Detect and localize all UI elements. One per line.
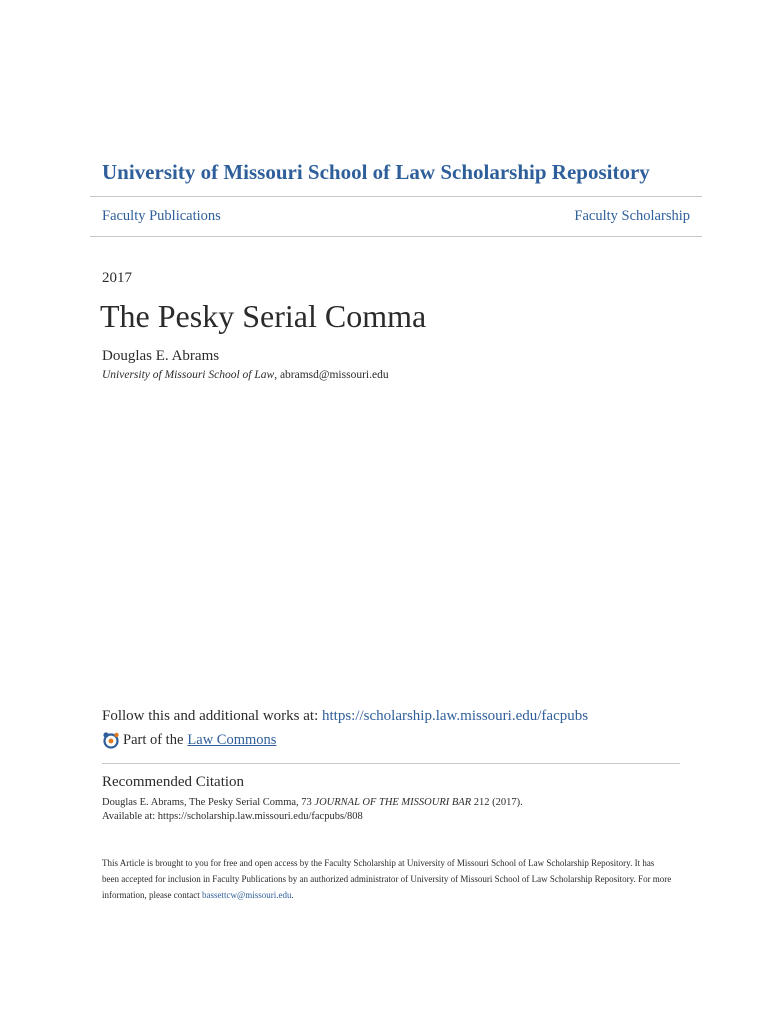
recommended-citation-heading: Recommended Citation bbox=[102, 774, 245, 790]
faculty-scholarship-link[interactable]: Faculty Scholarship bbox=[574, 208, 690, 224]
facpubs-url-link[interactable]: https://scholarship.law.missouri.edu/facpubs bbox=[321, 708, 589, 724]
affiliation-separator: , bbox=[274, 369, 280, 381]
law-commons-link[interactable]: Law Commons bbox=[187, 731, 277, 748]
follow-line bbox=[102, 708, 588, 725]
citation-block bbox=[102, 796, 523, 824]
part-of-label: Part of the bbox=[123, 731, 184, 748]
citation-suffix: 212 (2017). bbox=[471, 797, 523, 808]
citation-line-1 bbox=[102, 796, 523, 810]
access-notice bbox=[102, 855, 672, 903]
repository-title: University of Missouri School of Law Scholarship Repository bbox=[102, 160, 650, 184]
contact-email-link[interactable]: bassettcw@missouri.edu bbox=[201, 890, 292, 900]
part-of-line bbox=[102, 731, 276, 749]
affiliation-institution: University of Missouri School of Law bbox=[102, 369, 275, 381]
citation-journal: JOURNAL OF THE MISSOURI BAR bbox=[314, 797, 472, 808]
header-top-rule bbox=[90, 196, 702, 197]
follow-label: Follow this and additional works at: bbox=[102, 708, 322, 724]
author-email[interactable]: abramsd@missouri.edu bbox=[279, 369, 389, 381]
citation-prefix: Douglas E. Abrams, The Pesky Serial Comma, 73 bbox=[102, 797, 315, 808]
citation-rule bbox=[102, 763, 680, 764]
faculty-publications-link[interactable]: Faculty Publications bbox=[102, 208, 221, 224]
author-affiliation bbox=[102, 369, 389, 381]
notice-text: This Article is brought to you for free and open access by the Faculty Scholarship at University of Missouri School of Law Scholarship Repository. It has been accepted for inclusion in Faculty Publications by an authorized administrator of University of Missouri School of Law Scholarship Repository. For more information, please contact bbox=[102, 858, 672, 900]
article-title: The Pesky Serial Comma bbox=[100, 298, 427, 334]
author-name: Douglas E. Abrams bbox=[102, 348, 220, 364]
network-icon bbox=[102, 731, 120, 749]
publication-year: 2017 bbox=[102, 270, 132, 286]
notice-end: . bbox=[291, 890, 294, 900]
header-bottom-rule bbox=[90, 236, 702, 237]
citation-line-2: Available at: https://scholarship.law.missouri.edu/facpubs/808 bbox=[102, 811, 363, 822]
